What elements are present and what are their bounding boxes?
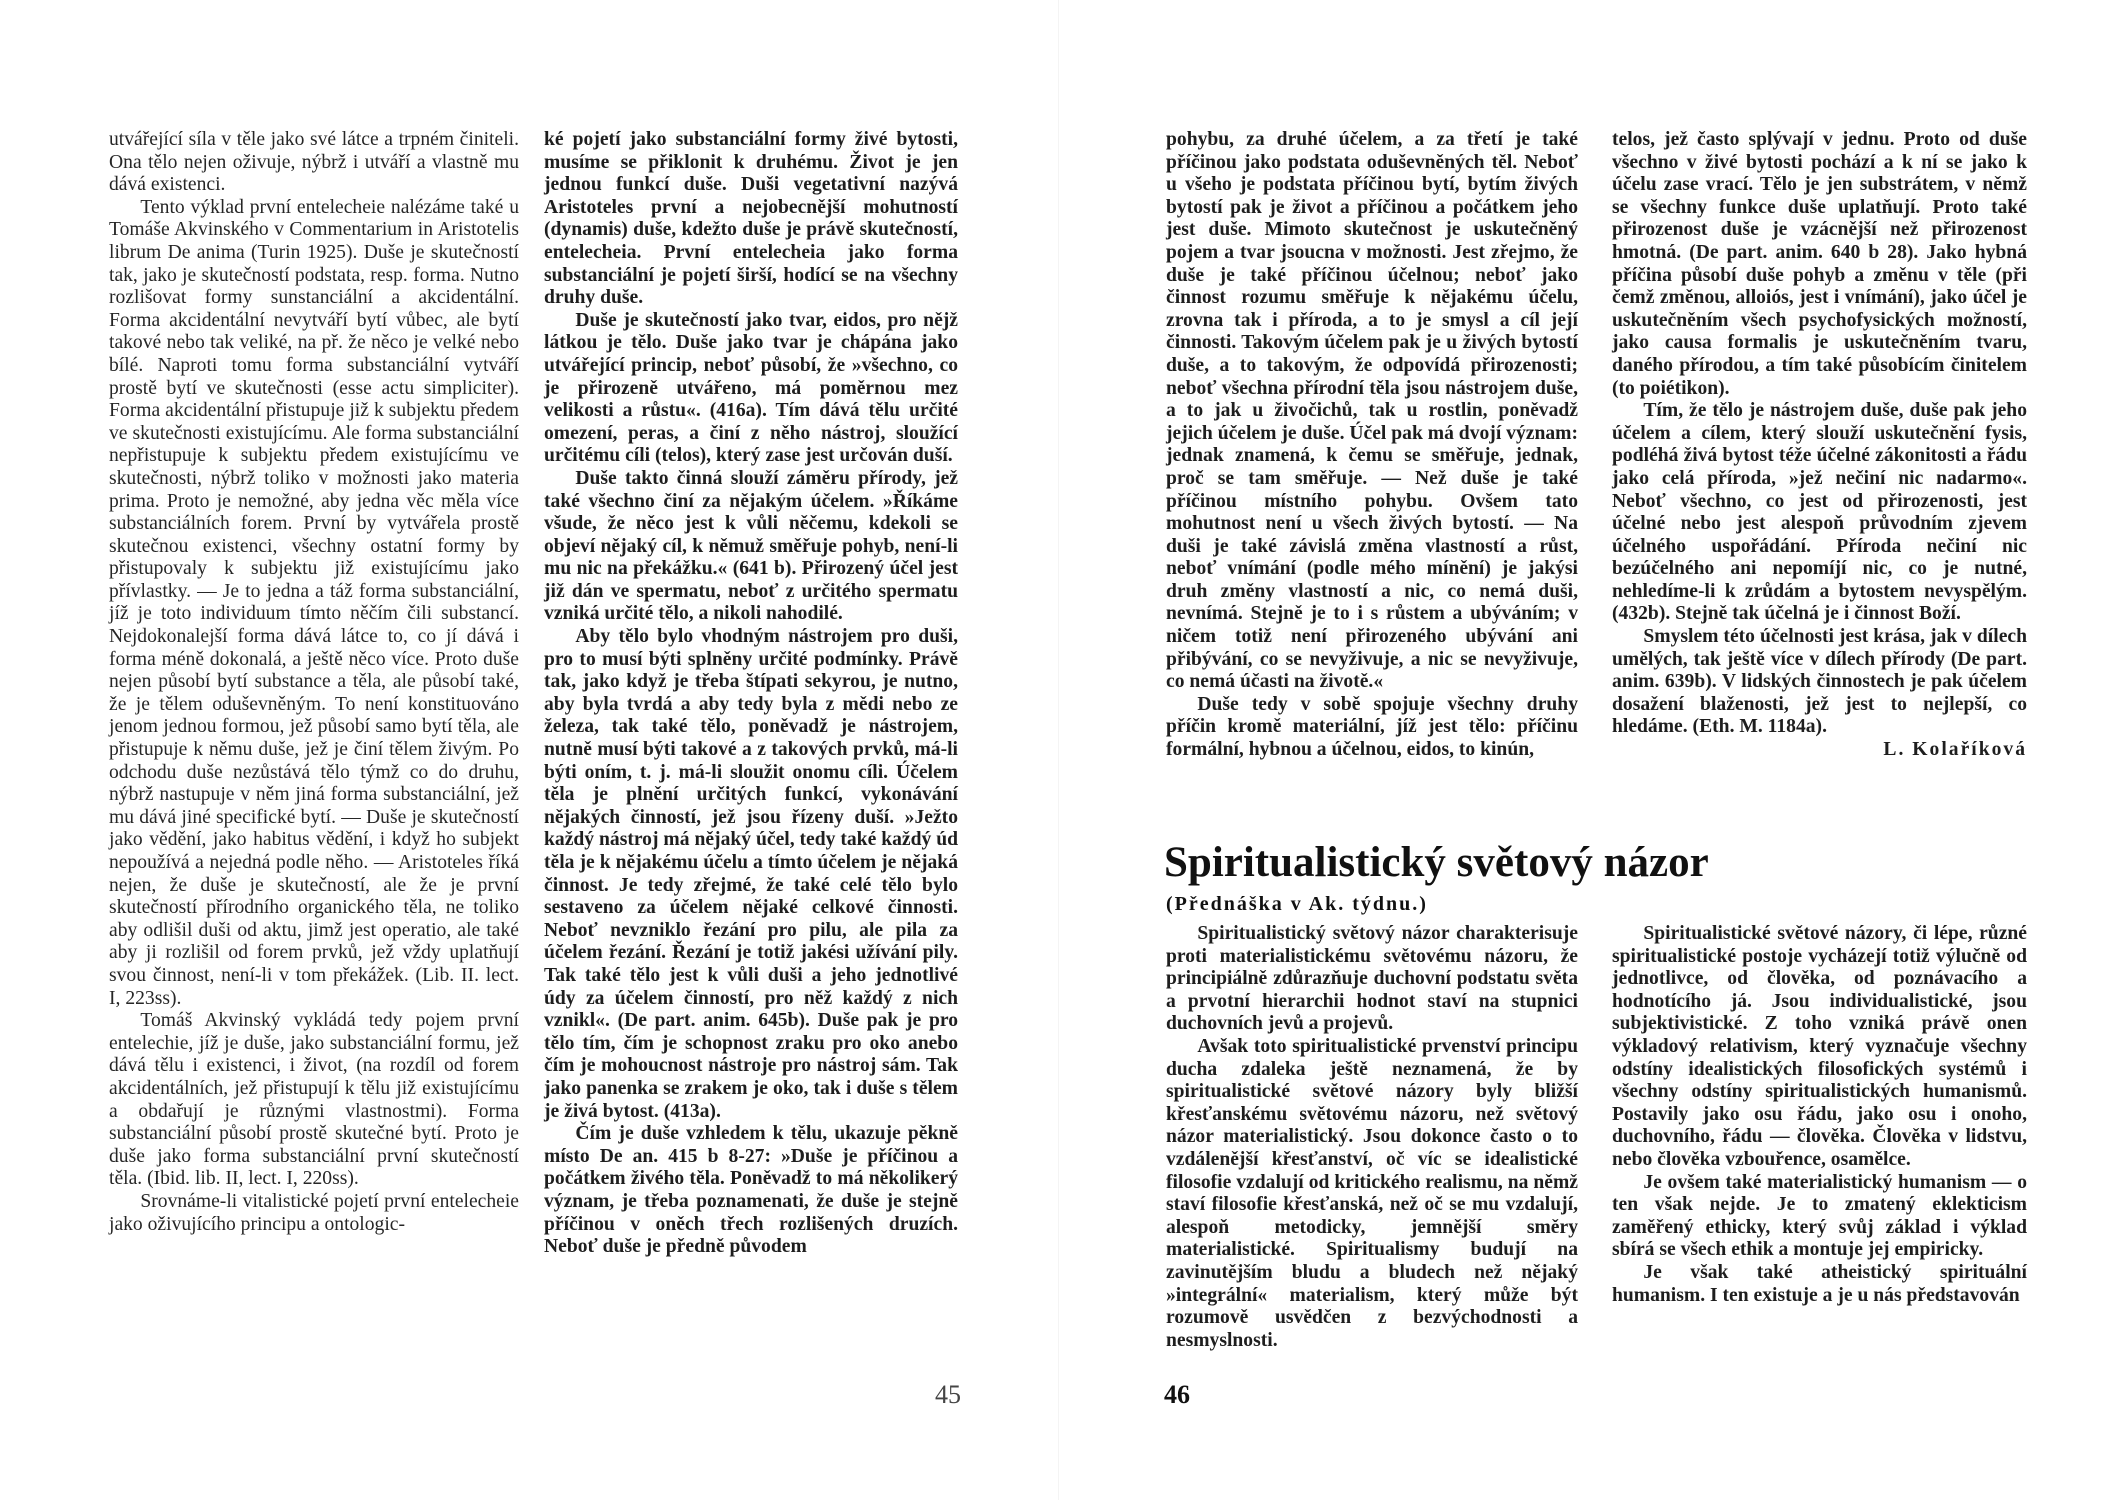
article-title: Spiritualistický světový názor: [1164, 839, 1709, 886]
paragraph: Je ovšem také materialistický humanism — o ten však nejde. Je to zmatený eklekticism zaměřený ethicky, který svůj základ i výklad sbírá se všech ethik a montuje jej empiricky.: [1612, 1171, 2027, 1261]
paragraph: Aby tělo bylo vhodným nástrojem pro duši, pro to musí býti splněny určité podmínky. Právě tak, jako když je třeba štípati sekyrou, je nutno, aby byla tvrdá a aby tedy byla z mědi nebo ze železa, tak také tělo, poněvadž je nástrojem, nutně musí býti takové a z takových prvků, má-li býti oním, t. j. má-li sloužit onomu cíli. Účelem těla je plnění určitých funkcí, vykonávání nějakých činností, jež jsou řízeny duší. »Ježto každý nástroj má nějaký účel, tedy také každý úd těla je k nějakému účelu a tímto účelem je nějaká činnost. Je tedy zřejmé, že také celé tělo bylo sestaveno za účelem nějaké celkové činnosti. Neboť nevzniklo řezání pro pilu, ale pila za účelem řezání. Řezání je totiž jakési užívání pily. Tak také tělo jest k vůli duši a jeho jednotlivé údy za účelem činností, pro něž každý z nich vznikl«. (De part. anim. 645b). Duše pak je pro tělo tím, čím je schopnost zraku pro oko anebo čím je mohoucnost nástroje pro nástroj sám. Tak jako panenka se zrakem je oko, tak i duše s tělem je živá bytost. (413a).: [544, 626, 958, 1122]
paragraph: pohybu, za druhé účelem, a za třetí je také příčinou jako podstata oduševněných těl. Neboť u všeho je podstata příčinou bytí, bytím živých bytostí pak je život a příčinou a počátkem jeho jest duše. Mimoto skutečnost je uskutečněný pojem a tvar jsoucna v možnosti. Jest zřejmo, že duše je také příčinou účelnou; neboť jako činnost rozumu směřuje k nějakému účelu, zrovna tak i příroda, a to je smysl a cíl její činnosti. Takovým účelem pak je u živých bytostí duše, a to takovým, že odpovídá přirozenosti; neboť všechna přírodní těla jsou nástrojem duše, a to jak u živočichů, tak u rostlin, poněvadž jejich účelem je duše. Účel pak má dvojí význam: jednak znamená, k čemu se směřuje, jednak, proč se tam směřuje. — Než duše je také příčinou místního pohybu. Ovšem tato mohutnost není u všech živých bytostí. — Na duši je také závislá změna vlastností a růst, neboť vnímání (podle mého mínění) je jakýsi druh změny vlastností a nic, co nemá duši, nevnímá. Stejně je to i s růstem a ubýváním; v ničem totiž není přirozeného ubývání ani přibývání, co se nevyživuje, a nic se nevyživuje, co nemá účasti na životě.«: [1166, 129, 1578, 693]
paragraph: utvářející síla v těle jako své látce a trpném činiteli. Ona tělo nejen oživuje, nýbrž i utváří a vlastně mu dává existenci.: [109, 129, 519, 196]
article-column-1: [1166, 923, 1578, 1352]
right-page-column-2: [1612, 129, 2027, 762]
page-number: 46: [1164, 1380, 1190, 1409]
paragraph: Smyslem této účelnosti jest krása, jak v dílech umělých, tak ještě více v dílech přírody (De part. anim. 639b). V lidských činnostech je pak účelem dosažení blaženosti, jež jest to nejlepší, co hledáme. (Eth. M. 1184a).: [1612, 626, 2027, 738]
paragraph: Spiritualistický světový názor charakterisuje proti materialistickému světovému názoru, že principiálně zdůrazňuje duchovní podstatu světa a prvotní hierarchii hodnot staví na stupnici duchovních jevů a projevů.: [1166, 923, 1578, 1035]
paragraph: Tomáš Akvinský vykládá tedy pojem první entelechie, jíž je duše, jako substanciální formu, jež dává tělu i existenci, i život, (na rozdíl od forem akcidentálních, jež přistupují k tělu již existujícímu a obdařují je různými vlastnostmi). Forma substanciální působí prostě skutečné bytí. Proto je duše jako forma substanciální první skutečností těla. (Ibid. lib. II, lect. I, 220ss).: [109, 1010, 519, 1190]
paragraph: Čím je duše vzhledem k tělu, ukazuje pěkně místo De an. 415 b 8-27: »Duše je příčinou a počátkem živého těla. Poněvadž to má několikerý význam, je třeba poznamenati, že duše je stejně příčinou v oněch třech rozlišených druzích. Neboť duše je předně původem: [544, 1123, 958, 1258]
paragraph: telos, jež často splývají v jednu. Proto od duše všechno v živé bytosti pochází a k ní se jako k účelu zase vrací. Tělo je jen substrátem, v němž se všechny funkce duše uplatňují. Proto také přirozenost duše je vzácnější než přirozenost hmotná. (De part. anim. 640 b 28). Jako hybná příčina působí duše pohyb a změnu v těle (při čemž změnou, alloiós, jest i vnímání), jako účel je uskutečněním všech psychofysických možností, jako causa formalis je uskutečněním tvaru, daného přírodou, a tím také působícím činitelem (to poiétikon).: [1612, 129, 2027, 399]
paragraph: Duše takto činná slouží záměru přírody, jež také všechno činí za nějakým účelem. »Říkáme všude, že něco jest k vůli něčemu, kdekoli se objeví nějaký cíl, k němuž směřuje pohyb, není-li mu nic na překážku.« (641 b). Přirozený účel jest již dán ve spermatu, neboť z určitého spermatu vzniká určité tělo, a nikoli nahodilé.: [544, 467, 958, 625]
paragraph: Avšak toto spiritualistické prvenství principu ducha zdaleka ještě neznamená, že by spiritualistické světové názory byly bližší křesťanskému světovému názoru, než světový názor materialistický. Jsou dokonce často o to vzdálenější křesťanství, oč víc se idealistické filosofie vzdalují od kritického realismu, na němž staví filosofie křesťanská, než oč se mu vzdalují, alespoň metodicky, jemnější směry materialistické. Spiritualismy budují na zavinutějším bludu a bludech než nějaký »integrální« materialism, který může být rozumově usvědčen z bezvýchodnosti a nesmyslnosti.: [1166, 1035, 1578, 1351]
paragraph: Je však také atheistický spirituální humanism. I ten existuje a je u nás představován: [1612, 1261, 2027, 1306]
paragraph: Spiritualistické světové názory, či lépe, různé spiritualistické postoje vycházejí totiž výlučně od jednotlivce, od člověka, od poznávacího a hodnotícího já. Jsou individualistické, jsou subjektivistické. Z toho vzniká právě onen výkladový relativism, který vyznačuje všechny odstíny idealistických filosofických systémů i všechny odstíny spiritualistických humanismů. Postavily jako osu řádu, jako osu i onoho, duchovního, řádu — člověka. Člověka v lidstvu, nebo člověka vzbouřence, osamělce.: [1612, 923, 2027, 1170]
paragraph: ké pojetí jako substanciální formy živé bytosti, musíme se přiklonit k druhému. Život je jen jednou funkcí duše. Duši vegetativní nazývá Aristoteles první a nejobecnější mohutností (dynamis) duše, kdežto duše je právě skutečností, entelecheia. První entelecheia jako forma substanciální je pojetí širší, hodící se na všechny druhy duše.: [544, 129, 958, 309]
paragraph: Duše je skutečností jako tvar, eidos, pro nějž látkou je tělo. Duše jako tvar je chápána jako utvářející princip, neboť působí, že »všechno, co je přirozeně utvářeno, má poměrnou mez velikosti a růstu«. (416a). Tím dává tělu určité omezení, peras, a činí z něho nástroj, sloužící určitému cíli (telos), který zase jest určován duší.: [544, 309, 958, 467]
page-number: 45: [935, 1380, 961, 1409]
paragraph: Duše tedy v sobě spojuje všechny druhy příčin kromě materiální, jíž jest tělo: příčinu formální, hybnou a účelnou, eidos, to kinún,: [1166, 693, 1578, 761]
author-signature: L. Kolaříková: [1883, 739, 2027, 761]
left-page-column-2: [544, 129, 958, 1259]
paragraph: Tím, že tělo je nástrojem duše, duše pak jeho účelem a cílem, který slouží uskutečnění fysis, podléhá živá bytost téže účelné zákonitosti a řádu jako celá příroda, »jež nečiní nic nadarmo«. Neboť všechno, co jest od přirozenosti, jest účelné nebo jest alespoň průvodním zjevem účelného uspořádání. Příroda nečiní nic bezúčelného ani nepomíjí nic, co je nutné, nehledíme-li k zrůdám a bytostem nevyspělým. (432b). Stejně tak účelná je i činnost Boží.: [1612, 400, 2027, 625]
right-page-column-1: [1166, 129, 1578, 762]
paragraph: Srovnáme-li vitalistické pojetí první entelecheie jako oživujícího principu a ontologic-: [109, 1190, 519, 1235]
right-page: [1059, 0, 2118, 1500]
left-page-column-1: [109, 129, 519, 1236]
article-subtitle: (Přednáška v Ak. týdnu.): [1166, 893, 1428, 915]
article-column-2: [1612, 923, 2027, 1307]
paragraph: Tento výklad první entelecheie nalézáme také u Tomáše Akvinského v Commentarium in Aristotelis librum De anima (Turin 1925). Duše je skutečností tak, jako je skutečností podstata, resp. forma. Nutno rozlišovat formy sunstanciální a akcidentální. Forma akcidentální nevytváří bytí vůbec, ale bytí takové nebo tak veliké, na př. že něco je velké nebo bílé. Naproti tomu forma substanciální vytváří prostě bytí ve skutečnosti (esse actu simpliciter). Forma akcidentální přistupuje již k subjektu předem ve skutečnosti existujícímu. Ale forma substanciální nepřistupuje k subjektu předem existujícímu ve skutečnosti, nýbrž toliko v možnosti jako materia prima. Proto je nemožné, aby jedna věc měla více substanciálních forem. První by vytvářela prostě skutečnou existenci, všechny ostatní formy by přistupovaly k subjektu již existujícímu jako přívlastky. — Je to jedna a táž forma substanciální, jíž je toto individuum tímto něčím čili substancí. Nejdokonalejší forma dává látce to, co jí dává i forma méně dokonalá, a ještě něco více. Proto duše nejen působí bytí substance a těla, ale působí také, že je tělem oduševněným. To není konstituováno jenom jednou formou, jež působí samo bytí těla, ale přistupuje k němu duše, jež je činí tělem živým. Po odchodu duše nezůstává tělo týmž co do druhu, nýbrž nastupuje v něm jiná forma substanciální, jež mu dává jiné specifické bytí. — Duše je skutečností jako vědění, jako habitus vědění, i když ho subjekt nepoužívá a nejedná podle něho. — Aristoteles říká nejen, že duše je skutečností, ale že je první skutečností přírodního organického těla, ne toliko aby odlišil duši od aktu, jimž jest operatio, ale také aby ji rozlišil od forem prvků, jež vždy uplatňují svou činnost, není-li v tom překážek. (Lib. II. lect. I, 223ss).: [109, 196, 519, 1009]
